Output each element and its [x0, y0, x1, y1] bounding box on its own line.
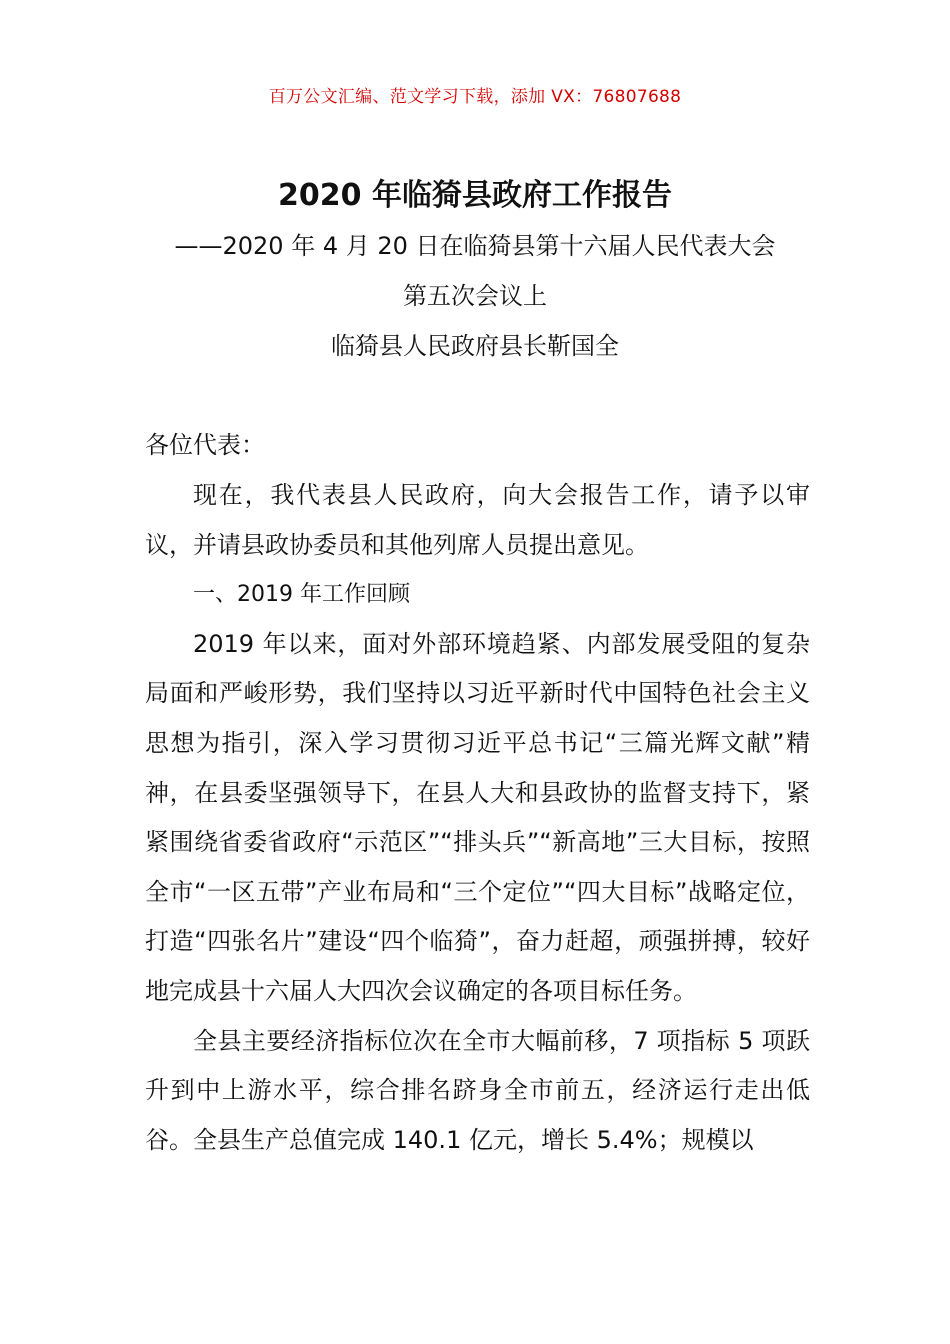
salutation: 各位代表： [145, 431, 265, 459]
document-subtitle-line1: ——2020 年 4 月 20 日在临猗县第十六届人民代表大会 [174, 232, 776, 260]
paragraph-review: 2019 年以来，面对外部环境趋紧、内部发展受阻的复杂局面和严峻形势，我们坚持以习近平新时代中国特色社会主义思想为指引，深入学习贯彻习近平总书记“三篇光辉文献”精神，在县委坚强领导下，在县人大和县政协的监督支持下，紧紧围绕省委省政府“示范区”“排头兵”“新高地”三大目标，按照全市“一区五带”产业布局和“三个定位”“四大目标”战略定位，打造“四张名片”建设“四个临猗”，奋力赶超，顽强拼搏，较好地完成县十六届人大四次会议确定的各项目标任务。 [145, 629, 810, 1005]
paragraph-intro: 现在，我代表县人民政府，向大会报告工作，请予以审议，并请县政协委员和其他列席人员提出意见。 [145, 481, 810, 559]
document-title: 2020 年临猗县政府工作报告 [278, 178, 672, 213]
document-subtitle-line2: 第五次会议上 [403, 282, 547, 310]
document-body [145, 471, 810, 1165]
header-watermark-note: 百万公文汇编、范文学习下载，添加 VX：76807688 [268, 87, 682, 107]
paragraph-indicators: 全县主要经济指标位次在全市大幅前移，7 项指标 5 项跃升到中上游水平，综合排名跻身全市前五，经济运行走出低谷。全县生产总值完成 140.1 亿元，增长 5.4%；规模以 [145, 1026, 810, 1154]
document-author: 临猗县人民政府县长靳国全 [331, 332, 619, 360]
section-heading: 一、2019 年工作回顾 [193, 582, 410, 608]
